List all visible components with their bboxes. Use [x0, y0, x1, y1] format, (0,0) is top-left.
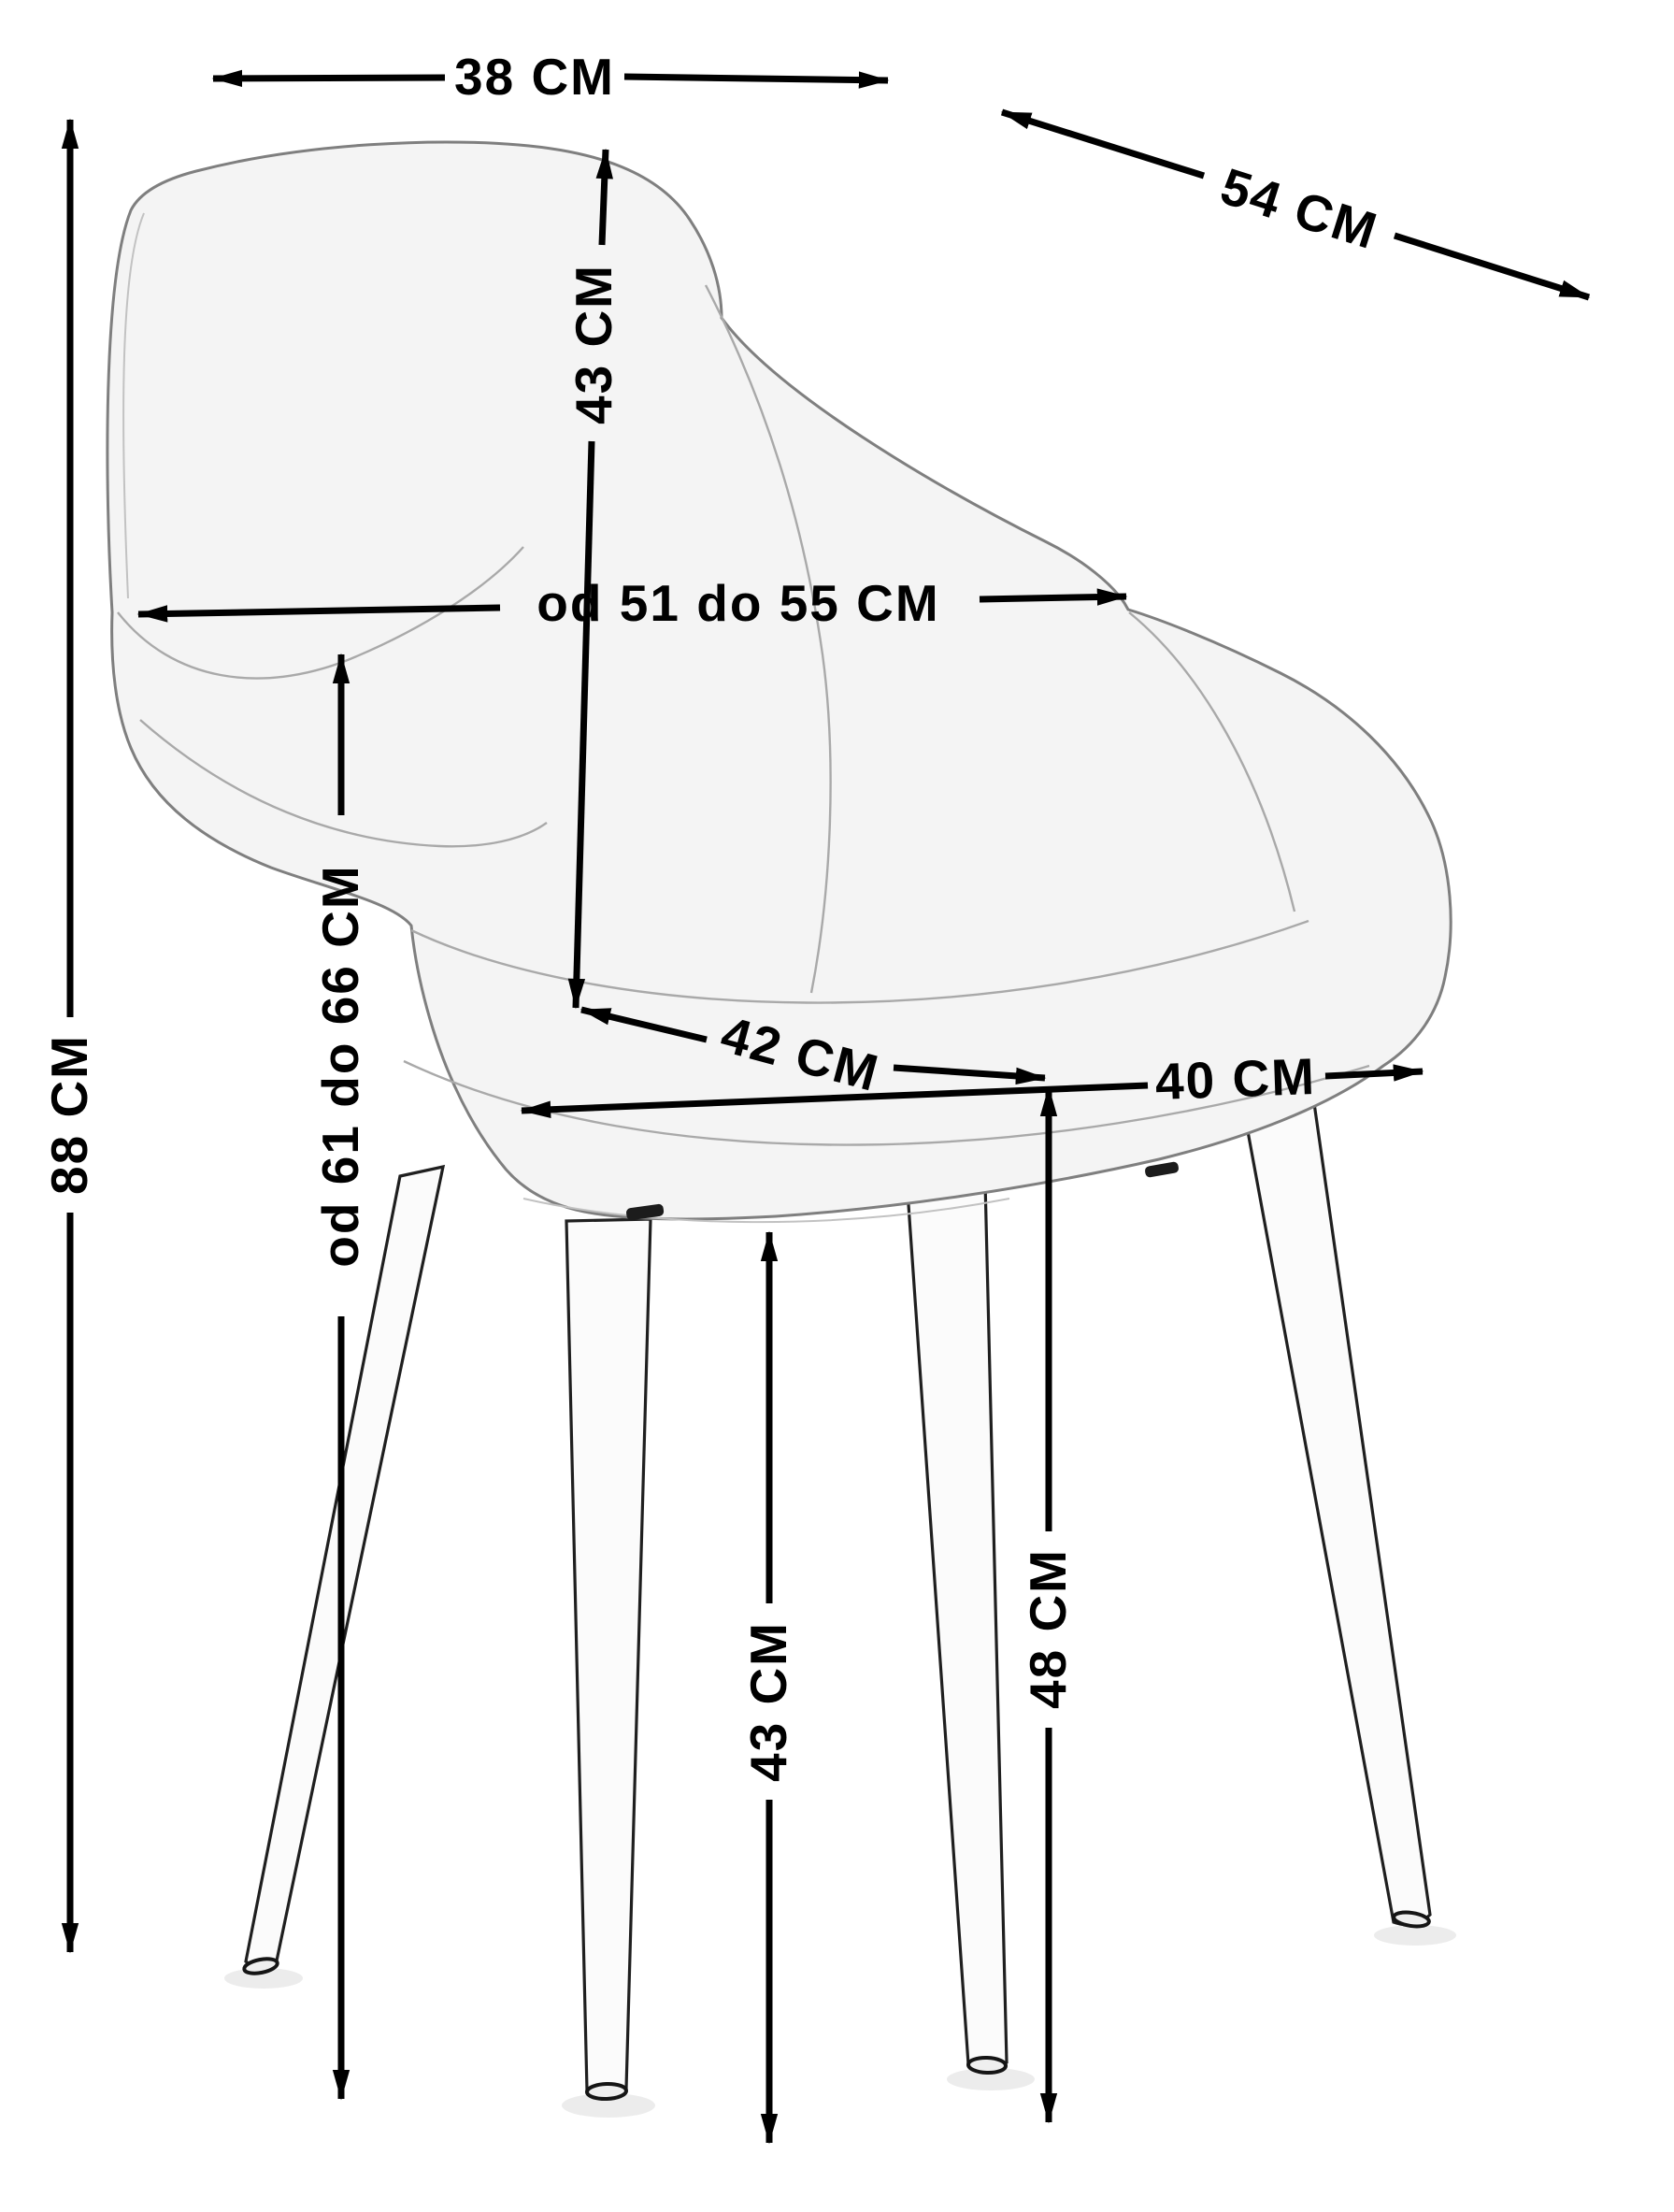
- front-right-leg: [907, 1178, 1007, 2069]
- dimension-label-88cm: 88 CM: [40, 1034, 98, 1195]
- dimension-label-43cm-backrest: 43 CM: [565, 264, 622, 424]
- dimension-backrest-top-width: [213, 48, 888, 106]
- chair-sketch: [107, 142, 1456, 2118]
- dimension-label-40cm: 40 CM: [1153, 1047, 1317, 1111]
- dimension-label-od-51-do-55-cm: od 51 do 55 CM: [537, 574, 940, 632]
- seat-bracket-right: [1144, 1161, 1180, 1178]
- dimension-seat-height: [739, 1232, 797, 2143]
- chair-legs: [243, 1077, 1430, 2100]
- back-right-leg: [1241, 1077, 1430, 1925]
- dimension-front-edge-height: [1019, 1087, 1077, 2122]
- dimension-label-43cm-seat: 43 CM: [739, 1621, 797, 1782]
- front-left-leg: [566, 1219, 651, 2095]
- dimension-label-42cm: 42 CM: [715, 1004, 886, 1103]
- dimension-label-od-61-do-66-cm: od 61 do 66 CM: [311, 864, 369, 1268]
- dimension-label-54cm: 54 CM: [1213, 156, 1385, 261]
- floor-shadows: [224, 1925, 1456, 2118]
- dimension-total-height: [40, 120, 98, 1952]
- dimension-depth-diagonal: [1002, 112, 1589, 297]
- front-left-foot: [587, 2083, 627, 2099]
- dimension-label-48cm: 48 CM: [1019, 1548, 1077, 1709]
- dimension-label-38cm: 38 CM: [454, 48, 615, 106]
- front-right-foot: [968, 2057, 1007, 2073]
